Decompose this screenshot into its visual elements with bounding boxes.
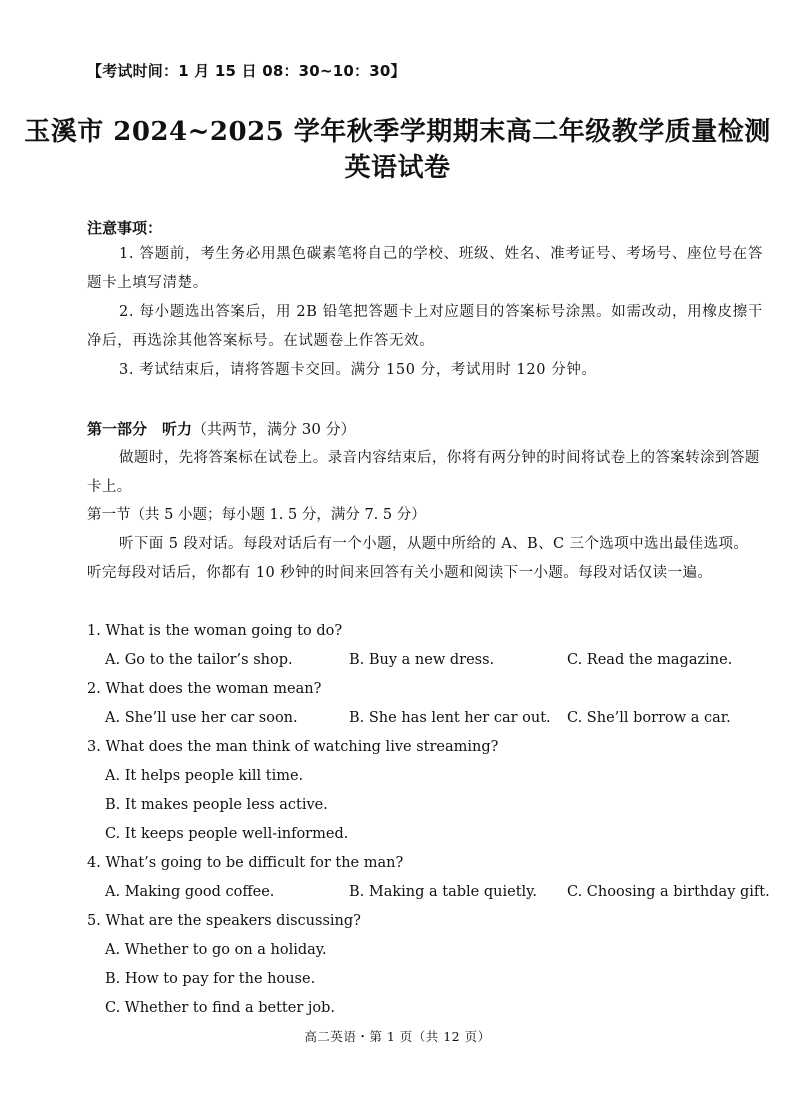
notice-item: 3. 考试结束后，请将答题卡交回。满分 150 分，考试用时 120 分钟。 [119, 362, 597, 378]
section1-heading: 第一节（共 5 小题；每小题 1. 5 分，满分 7. 5 分） [87, 507, 426, 523]
option-c: C. Read the magazine. [567, 652, 733, 668]
question-5 [87, 907, 777, 1023]
exam-title-line1: 玉溪市 2024~2025 学年秋季学期期末高二年级教学质量检测 [24, 117, 771, 147]
option-list [87, 762, 777, 849]
option-list [87, 936, 777, 1023]
notice-item: 1. 答题前，考生务必用黑色碳素笔将自己的学校、班级、姓名、准考证号、考场号、座位号在答题卡上填写清楚。 [87, 246, 763, 291]
section1-instruction: 听下面 5 段对话。每段对话后有一个小题，从题中所给的 A、B、C 三个选项中选出最佳选项。听完每段对话后，你都有 10 秒钟的时间来回答有关小题和阅读下一小题。每段对话仅读一遍。 [87, 536, 749, 581]
option-c: C. It keeps people well-informed. [105, 826, 349, 842]
part1-label: 第一部分 听力 [87, 420, 193, 438]
question-stem: 5. What are the speakers discussing? [87, 913, 361, 929]
question-list [87, 617, 777, 1023]
question-stem: 1. What is the woman going to do? [87, 623, 343, 639]
question-4 [87, 849, 777, 907]
notice-list [87, 240, 763, 385]
option-a: A. Go to the tailor’s shop. [105, 652, 293, 668]
question-stem: 3. What does the man think of watching live streaming? [87, 739, 499, 755]
option-b: B. Making a table quietly. [349, 884, 538, 900]
option-b: B. She has lent her car out. [349, 710, 551, 726]
option-c: C. She’ll borrow a car. [567, 710, 731, 726]
option-c: C. Choosing a birthday gift. [567, 884, 770, 900]
question-stem: 4. What’s going to be difficult for the man? [87, 855, 404, 871]
option-b: B. Buy a new dress. [349, 652, 495, 668]
part1-instruction: 做题时，先将答案标在试卷上。录音内容结束后，你将有两分钟的时间将试卷上的答案转涂到答题卡上。 [87, 450, 760, 495]
exam-title [0, 114, 795, 186]
option-a: A. Whether to go on a holiday. [105, 942, 327, 958]
option-a: A. She’ll use her car soon. [105, 710, 298, 726]
option-a: A. Making good coffee. [105, 884, 275, 900]
option-list [87, 646, 777, 675]
option-b: B. How to pay for the house. [105, 971, 316, 987]
notice-item: 2. 每小题选出答案后，用 2B 铅笔把答题卡上对应题目的答案标号涂黑。如需改动，用橡皮擦干净后，再选涂其他答案标号。在试题卷上作答无效。 [87, 304, 763, 349]
part1-heading [87, 418, 356, 439]
exam-time: 【考试时间：1 月 15 日 08：30~10：30】 [87, 62, 406, 80]
question-stem: 2. What does the woman mean? [87, 681, 322, 697]
question-2 [87, 675, 777, 733]
exam-title-line2: 英语试卷 [344, 153, 451, 183]
option-a: A. It helps people kill time. [105, 768, 304, 784]
option-list [87, 878, 777, 907]
question-3 [87, 733, 777, 849]
page-footer: 高二英语・第 1 页（共 12 页） [304, 1029, 491, 1044]
question-1 [87, 617, 777, 675]
part1-detail: （共两节，满分 30 分） [192, 420, 356, 438]
notice-heading: 注意事项： [87, 219, 163, 237]
option-list [87, 704, 777, 733]
option-c: C. Whether to find a better job. [105, 1000, 335, 1016]
option-b: B. It makes people less active. [105, 797, 328, 813]
